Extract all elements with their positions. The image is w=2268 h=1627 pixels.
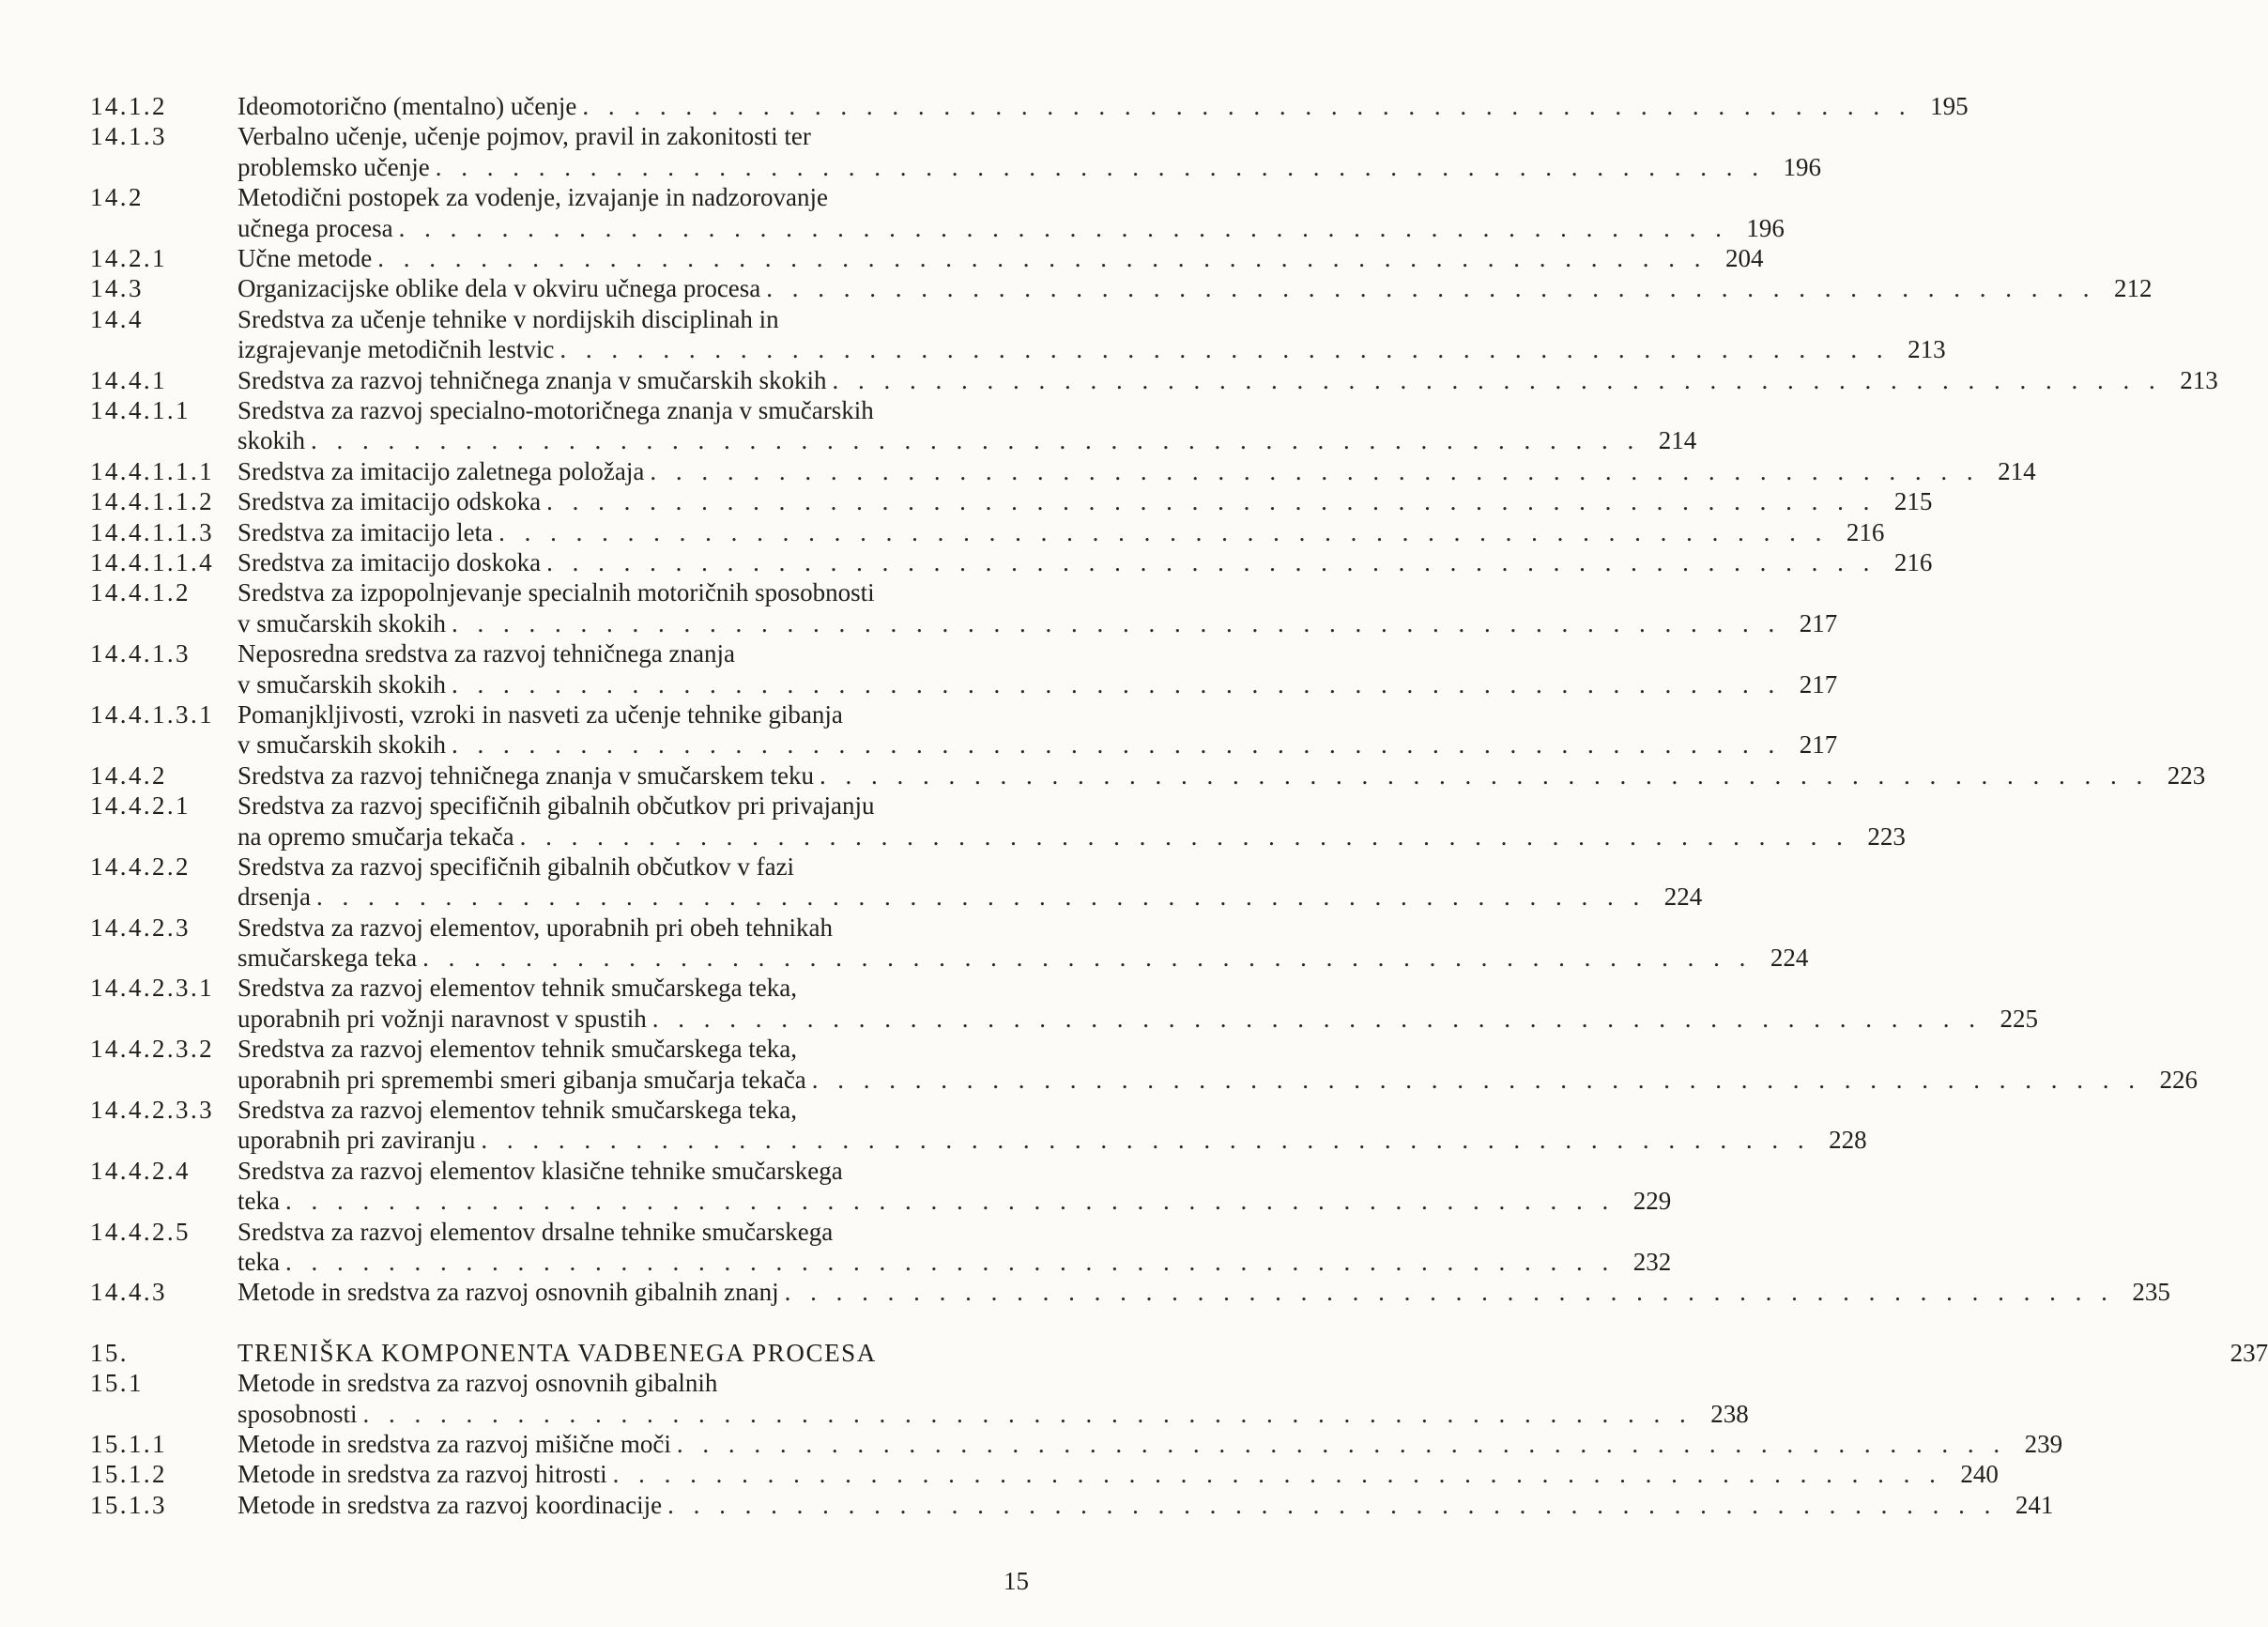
dot-leader: . . . . . . . . . . . . . . . . . . . . . . . . . . . . . . . . . . . . . . . . . . . . . . . . . . . . xyxy=(582,92,1912,120)
toc-entry[interactable] xyxy=(90,395,1697,456)
dot-leader: . . . . . . . . . . . . . . . . . . . . . . . . . . . . . . . . . . . . . . . . . . . . . . . . . . . . xyxy=(519,821,1849,851)
entry-title-text: Metode in sredstva za razvoj mišične moči xyxy=(238,1429,671,1458)
entry-title-text: Sredstva za razvoj tehničnega znanja v smučarskem teku xyxy=(238,760,814,790)
entry-title-text: uporabnih pri zaviranju xyxy=(238,1126,476,1155)
entry-page-number: 204 xyxy=(1724,243,1764,272)
entry-title-text: Sredstva za razvoj elementov, uporabnih pri obeh tehnikah xyxy=(238,913,834,942)
entry-title xyxy=(238,243,1763,273)
entry-page-number: 224 xyxy=(1770,944,1809,973)
dot-leader: . . . . . . . . . . . . . . . . . . . . . . . . . . . . . . . . . . . . . . . . . . . . . . . . . . . . xyxy=(452,608,1782,637)
entry-title xyxy=(238,273,2153,303)
entry-title-text: Sredstva za razvoj elementov tehnik smučarskega teka, xyxy=(238,1096,798,1125)
entry-title xyxy=(238,1095,1867,1156)
entry-title-text: v smučarskih skokih xyxy=(238,608,446,637)
entry-number: 15.1.3 xyxy=(90,1490,167,1519)
entry-title-line xyxy=(238,608,1837,638)
entry-title-line xyxy=(238,852,1702,882)
entry-title-text: Metode in sredstva za razvoj osnovnih gibalnih znanj xyxy=(238,1278,779,1307)
entry-title-text: smučarskega teka xyxy=(238,944,418,973)
entry-page-number: 235 xyxy=(2132,1278,2170,1307)
entry-page-number: 195 xyxy=(1930,92,1969,120)
entry-page-number: 229 xyxy=(1632,1187,1672,1216)
entry-title-text: Ideomotorično (mentalno) učenje xyxy=(238,92,577,120)
entry-number: 14.4.1.1.3 xyxy=(90,517,214,546)
entry-title-text: Verbalno učenje, učenje pojmov, pravil in zakonitosti ter xyxy=(238,122,811,151)
dot-leader: . . . . . . . . . . . . . . . . . . . . . . . . . . . . . . . . . . . . . . . . . . . . . . . . . . . . xyxy=(832,365,2162,394)
entry-title xyxy=(238,1217,1671,1278)
entry-title xyxy=(238,1459,1999,1489)
entry-title-line xyxy=(238,334,1946,364)
dot-leader: . . . . . . . . . . . . . . . . . . . . . . . . . . . . . . . . . . . . . . . . . . . . . . . . . . . . xyxy=(422,944,1753,973)
entry-title-line xyxy=(238,1429,2062,1459)
entry-title xyxy=(238,852,1702,913)
entry-title xyxy=(238,913,1808,974)
entry-page-number: 223 xyxy=(1867,821,1906,851)
entry-number: 14.4.2.5 xyxy=(90,1217,191,1246)
entry-page-number: 241 xyxy=(2015,1490,2054,1519)
entry-title-text: Sredstva za razvoj elementov tehnik smučarskega teka, xyxy=(238,1035,798,1064)
entry-title-line xyxy=(238,1034,2198,1064)
entry-title-line xyxy=(238,1459,1999,1489)
entry-title xyxy=(238,91,1969,121)
entry-title-line xyxy=(238,1247,1671,1277)
entry-title-line xyxy=(238,456,2036,486)
toc-entry[interactable] xyxy=(90,852,1703,913)
entry-title-line xyxy=(238,1490,2053,1520)
entry-title xyxy=(238,699,1837,760)
entry-title xyxy=(238,395,1696,456)
entry-number: 14.4.3 xyxy=(90,1278,167,1307)
toc-entry[interactable] xyxy=(90,517,1885,547)
entry-title-line xyxy=(238,669,1837,699)
dot-leader: . . . . . . . . . . . . . . . . . . . . . . . . . . . . . . . . . . . . . . . . . . . . . . . . . . . . xyxy=(667,1490,1998,1519)
toc-entry[interactable] xyxy=(90,790,1906,852)
toc-entry[interactable] xyxy=(90,638,1838,699)
entry-page-number: 223 xyxy=(2167,760,2206,790)
entry-title xyxy=(238,577,1837,638)
toc-entry[interactable] xyxy=(90,1217,1672,1278)
entry-title-line xyxy=(238,760,2205,790)
dot-leader: . . . . . . . . . . . . . . . . . . . . . . . . . . . . . . . . . . . . . . . . . . . . . . . . . . . . xyxy=(559,335,1890,364)
entry-title-text: Učne metode xyxy=(238,243,373,272)
entry-title xyxy=(238,638,1837,699)
entry-title-line xyxy=(238,1368,1749,1398)
entry-title-text: Sredstva za razvoj elementov tehnik smučarskega teka, xyxy=(238,974,798,1003)
entry-title-text: Sredstva za izpopolnjevanje specialnih motoričnih sposobnosti xyxy=(238,578,875,607)
entry-number: 14.2 xyxy=(90,183,144,212)
dot-leader: . . . . . . . . . . . . . . . . . . . . . . . . . . . . . . . . . . . . . . . . . . . . . . . . . . . . xyxy=(435,152,1765,181)
entry-number: 14.4.2.4 xyxy=(90,1156,191,1185)
entry-page-number: 217 xyxy=(1799,669,1838,698)
entry-number: 14.4.2.1 xyxy=(90,791,191,821)
entry-title xyxy=(238,547,1932,577)
entry-title-line xyxy=(238,1095,1867,1125)
entry-title-text: Sredstva za imitacijo odskoka xyxy=(238,487,542,516)
entry-title-text: Sredstva za imitacijo doskoka xyxy=(238,547,542,576)
entry-title-line xyxy=(238,821,1906,852)
dot-leader: . . . . . . . . . . . . . . . . . . . . . . . . . . . . . . . . . . . . . . . . . . . . . . . . . . . . xyxy=(362,1399,1693,1428)
entry-page-number: 237 xyxy=(2230,1338,2268,1367)
dot-leader: . . . . . . . . . . . . . . . . . . . . . . . . . . . . . . . . . . . . . . . . . . . . . . . . . . . . xyxy=(676,1429,2007,1458)
toc-chapter-entry[interactable] xyxy=(90,1338,2268,1368)
toc-entry[interactable] xyxy=(90,699,1838,760)
entry-page-number: 214 xyxy=(1998,456,2036,485)
entry-title-line xyxy=(238,943,1808,973)
toc-entry[interactable] xyxy=(90,121,1821,182)
entry-number: 14.4.1 xyxy=(90,365,167,394)
entry-number: 14.1.3 xyxy=(90,122,167,151)
entry-number: 15.1.2 xyxy=(90,1460,167,1489)
entry-title-text: Sredstva za razvoj tehničnega znanja v smučarskih skokih xyxy=(238,365,827,394)
entry-number: 14.4.2.3 xyxy=(90,913,191,942)
toc-entry[interactable] xyxy=(90,1490,2054,1520)
entry-title-text: teka xyxy=(238,1247,280,1276)
entry-title xyxy=(238,365,2218,395)
entry-title xyxy=(238,1429,2062,1459)
entry-title-text: Sredstva za razvoj specifičnih gibalnih občutkov pri privajanju xyxy=(238,791,875,821)
entry-title-line xyxy=(238,1156,1671,1186)
entry-page-number: 226 xyxy=(2159,1065,2199,1094)
dot-leader: . . . . . . . . . . . . . . . . . . . . . . . . . . . . . . . . . . . . . . . . . . . . . . . . . . . . xyxy=(452,730,1782,760)
page-number: 15 xyxy=(1004,1567,1029,1595)
toc-entry[interactable] xyxy=(90,91,1969,121)
dot-leader: . . . . . . . . . . . . . . . . . . . . . . . . . . . . . . . . . . . . . . . . . . . . . . . . . . . . xyxy=(811,1065,2142,1094)
toc-entry[interactable] xyxy=(90,273,2153,303)
entry-title-line xyxy=(238,213,1785,243)
entry-title-line xyxy=(238,1217,1671,1247)
entry-title-text: uporabnih pri vožnji naravnost v spustih xyxy=(238,1004,647,1033)
toc-entry[interactable] xyxy=(90,486,1933,516)
entry-title-text: učnega procesa xyxy=(238,213,393,242)
entry-number: 14.4.1.1.4 xyxy=(90,547,214,576)
entry-title-line xyxy=(238,1065,2198,1095)
toc-entry[interactable] xyxy=(90,1095,1867,1156)
entry-title xyxy=(238,1277,2170,1307)
entry-title-line xyxy=(238,182,1785,212)
entry-title xyxy=(238,1338,2268,1368)
entry-title-text: Sredstva za razvoj specifičnih gibalnih občutkov v fazi xyxy=(238,852,795,881)
entry-title-text: Sredstva za razvoj specialno-motoričnega znanja v smučarskih xyxy=(238,395,874,424)
entry-title xyxy=(238,1490,2053,1520)
entry-page-number: 214 xyxy=(1658,426,1697,455)
entry-title-line xyxy=(238,790,1906,821)
entry-title-text: TRENIŠKA KOMPONENTA VADBENEGA PROCESA xyxy=(238,1338,877,1367)
dot-leader: . . . . . . . . . . . . . . . . . . . . . . . . . . . . . . . . . . . . . . . . . . . . . . . . . . . . xyxy=(650,456,1980,485)
entry-page-number: 225 xyxy=(2000,1004,2038,1033)
entry-title-text: drsenja xyxy=(238,883,311,912)
entry-title-text: Neposredna sredstva za razvoj tehničnega znanja xyxy=(238,639,735,668)
entry-page-number: 215 xyxy=(1893,487,1933,516)
entry-number: 15.1 xyxy=(90,1369,144,1398)
entry-title-line xyxy=(238,273,2153,303)
entry-number: 14.4.1.1 xyxy=(90,395,191,424)
toc-entry[interactable] xyxy=(90,1459,1999,1489)
entry-page-number: 238 xyxy=(1710,1399,1749,1428)
entry-title-text: Organizacijske oblike dela v okviru učnega procesa xyxy=(238,274,761,303)
entry-title xyxy=(238,304,1946,365)
toc-entry[interactable] xyxy=(90,1156,1672,1217)
entry-page-number: 196 xyxy=(1746,213,1785,242)
entry-title xyxy=(238,1368,1749,1429)
entry-title-text: na opremo smučarja tekača xyxy=(238,821,514,851)
toc-entry[interactable] xyxy=(90,1429,2063,1459)
entry-page-number: 216 xyxy=(1893,547,1933,576)
entry-title xyxy=(238,486,1932,516)
entry-title-line xyxy=(238,121,1821,151)
entry-number: 15. xyxy=(90,1338,129,1367)
toc-entry[interactable] xyxy=(90,243,1764,273)
entry-title-text: Metode in sredstva za razvoj osnovnih gibalnih xyxy=(238,1369,718,1398)
dot-leader: . . . . . . . . . . . . . . . . . . . . . . . . . . . . . . . . . . . . . . . . . . . . . . . . . . . . xyxy=(315,883,1647,912)
entry-number: 14.2.1 xyxy=(90,243,167,272)
entry-title-line xyxy=(238,973,2038,1003)
entry-number: 14.4.1.1.2 xyxy=(90,487,214,516)
entry-title-text: v smučarskih skokih xyxy=(238,730,446,760)
entry-title-line xyxy=(238,638,1837,668)
toc-entry[interactable] xyxy=(90,365,2218,395)
toc-entry[interactable] xyxy=(90,1368,1749,1429)
entry-title-text: teka xyxy=(238,1187,280,1216)
entry-title-line xyxy=(238,1277,2170,1307)
dot-leader: . . . . . . . . . . . . . . . . . . . . . . . . . . . . . . . . . . . . . . . . . . . . . . . . . . . . xyxy=(498,517,1829,546)
entry-title-line xyxy=(238,699,1837,729)
entry-page-number: 216 xyxy=(1846,517,1885,546)
entry-title-text: sposobnosti xyxy=(238,1399,358,1428)
entry-number: 14.4.1.1.1 xyxy=(90,456,214,485)
entry-title xyxy=(238,121,1821,182)
dot-leader: . . . . . . . . . . . . . . . . . . . . . . . . . . . . . . . . . . . . . . . . . . . . . . . . . . . . xyxy=(612,1460,1942,1489)
entry-number: 14.4.2.3.1 xyxy=(90,974,214,1003)
entry-number: 14.4 xyxy=(90,304,144,333)
entry-page-number: 196 xyxy=(1783,152,1821,181)
dot-leader: . . . . . . . . . . . . . . . . . . . . . . . . . . . . . . . . . . . . . . . . . . . . . . . . . . . . xyxy=(284,1247,1616,1276)
dot-leader: . . . . . . . . . . . . . . . . . . . . . . . . . . . . . . . . . . . . . . . . . . . . . . . . . . . . xyxy=(546,547,1877,576)
entry-number: 14.4.2.3.2 xyxy=(90,1035,214,1064)
entry-number: 14.4.2.3.3 xyxy=(90,1096,214,1125)
toc-entry[interactable] xyxy=(90,182,1785,243)
entry-title-line xyxy=(238,1186,1671,1216)
entry-number: 14.1.2 xyxy=(90,92,167,120)
entry-page-number: 228 xyxy=(1829,1126,1867,1155)
entry-page-number: 232 xyxy=(1632,1247,1672,1276)
entry-title-line xyxy=(238,1004,2038,1034)
entry-title-text: Pomanjkljivosti, vzroki in nasveti za učenje tehnike gibanja xyxy=(238,699,843,729)
entry-title-line xyxy=(238,913,1808,943)
entry-title-line xyxy=(238,91,1969,121)
dot-leader: . . . . . . . . . . . . . . . . . . . . . . . . . . . . . . . . . . . . . . . . . . . . . . . . . . . . xyxy=(546,487,1877,516)
toc-entry[interactable] xyxy=(90,456,2036,486)
entry-title xyxy=(238,760,2205,790)
entry-number: 14.4.1.3 xyxy=(90,639,191,668)
entry-title-line xyxy=(238,304,1946,334)
entry-title-line xyxy=(238,152,1821,182)
entry-number: 14.3 xyxy=(90,274,144,303)
entry-title-text: problemsko učenje xyxy=(238,152,430,181)
entry-title-text: Sredstva za razvoj elementov drsalne tehnike smučarskega xyxy=(238,1217,834,1246)
entry-title xyxy=(238,182,1785,243)
entry-title-line xyxy=(238,517,1884,547)
entry-page-number: 212 xyxy=(2114,274,2153,303)
entry-title-line xyxy=(238,243,1763,273)
entry-page-number: 224 xyxy=(1663,883,1703,912)
entry-title-text: Sredstva za imitacijo zaletnega položaja xyxy=(238,456,645,485)
entry-title-text: Sredstva za razvoj elementov klasične tehnike smučarskega xyxy=(238,1156,843,1185)
dot-leader: . . . . . . . . . . . . . . . . . . . . . . . . . . . . . . . . . . . . . . . . . . . . . . . . . . . . xyxy=(398,213,1728,242)
entry-title-line xyxy=(238,486,1932,516)
entry-title-text: izgrajevanje metodičnih lestvic xyxy=(238,335,555,364)
entry-page-number: 213 xyxy=(1908,335,1946,364)
entry-number: 14.4.1.2 xyxy=(90,578,191,607)
toc-entry[interactable] xyxy=(90,547,1933,577)
entry-title-text: Sredstva za učenje tehnike v nordijskih disciplinah in xyxy=(238,304,779,333)
entry-page-number: 217 xyxy=(1799,730,1838,760)
entry-title-line xyxy=(238,547,1932,577)
dot-leader: . . . . . . . . . . . . . . . . . . . . . . . . . . . . . . . . . . . . . . . . . . . . . . . . . . . . xyxy=(784,1278,2114,1307)
entry-title xyxy=(238,456,2036,486)
dot-leader: . . . . . . . . . . . . . . . . . . . . . . . . . . . . . . . . . . . . . . . . . . . . . . . . . . . . xyxy=(651,1004,1982,1033)
toc-entry[interactable] xyxy=(90,913,1809,974)
toc-entry[interactable] xyxy=(90,760,2206,790)
dot-leader: . . . . . . . . . . . . . . . . . . . . . . . . . . . . . . . . . . . . . . . . . . . . . . . . . . . . xyxy=(766,274,2096,303)
entry-title-line xyxy=(238,395,1696,425)
dot-leader: . . . . . . . . . . . . . . . . . . . . . . . . . . . . . . . . . . . . . . . . . . . . . . . . . . . . xyxy=(820,760,2150,790)
entry-page-number: 217 xyxy=(1799,608,1838,637)
toc-entry[interactable] xyxy=(90,577,1838,638)
dot-leader: . . . . . . . . . . . . . . . . . . . . . . . . . . . . . . . . . . . . . . . . . . . . . . . . . . . . xyxy=(452,669,1782,698)
entry-page-number: 239 xyxy=(2024,1429,2063,1458)
dot-leader: . . . . . . . . . . . . . . . . . . . . . . . . . . . . . . . . . . . . . . . . . . . . . . . . . . . . xyxy=(311,426,1641,455)
entry-title-line xyxy=(238,577,1837,607)
entry-title-text: uporabnih pri spremembi smeri gibanja smučarja tekača xyxy=(238,1065,806,1094)
entry-title-line xyxy=(238,1338,2268,1368)
entry-title-line xyxy=(238,1125,1867,1155)
entry-title-line xyxy=(238,729,1837,760)
section-gap xyxy=(90,1308,1038,1338)
entry-title-text: Metode in sredstva za razvoj hitrosti xyxy=(238,1460,607,1489)
entry-title xyxy=(238,790,1906,852)
entry-title xyxy=(238,1034,2198,1095)
entry-title-line xyxy=(238,882,1702,912)
entry-title xyxy=(238,1156,1671,1217)
dot-leader: . . . . . . . . . . . . . . . . . . . . . . . . . . . . . . . . . . . . . . . . . . . . . . . . . . . . xyxy=(284,1187,1616,1216)
entry-title-line xyxy=(238,365,2218,395)
toc-entry[interactable] xyxy=(90,973,2038,1034)
entry-number: 14.4.1.3.1 xyxy=(90,699,214,729)
entry-title-text: skokih xyxy=(238,426,306,455)
table-of-contents xyxy=(90,91,2268,1520)
toc-entry[interactable] xyxy=(90,1034,2199,1095)
entry-title-text: Sredstva za imitacijo leta xyxy=(238,517,494,546)
entry-title-text: v smučarskih skokih xyxy=(238,669,446,698)
toc-entry[interactable] xyxy=(90,304,1946,365)
entry-title-line xyxy=(238,425,1696,455)
entry-title-text: Metodični postopek za vodenje, izvajanje in nadzorovanje xyxy=(238,183,829,212)
toc-entry[interactable] xyxy=(90,1277,2170,1307)
dot-leader: . . . . . . . . . . . . . . . . . . . . . . . . . . . . . . . . . . . . . . . . . . . . . . . . . . . . xyxy=(377,243,1708,272)
entry-page-number: 213 xyxy=(2180,365,2218,394)
dot-leader: . . . . . . . . . . . . . . . . . . . . . . . . . . . . . . . . . . . . . . . . . . . . . . . . . . . . xyxy=(481,1126,1811,1155)
entry-number: 15.1.1 xyxy=(90,1429,167,1458)
entry-number: 14.4.2.2 xyxy=(90,852,191,881)
entry-title-line xyxy=(238,1399,1749,1429)
entry-number: 14.4.2 xyxy=(90,760,167,790)
entry-title xyxy=(238,973,2038,1034)
entry-title-text: Metode in sredstva za razvoj koordinacije xyxy=(238,1490,663,1519)
entry-page-number: 240 xyxy=(1960,1460,1999,1489)
entry-title xyxy=(238,517,1884,547)
